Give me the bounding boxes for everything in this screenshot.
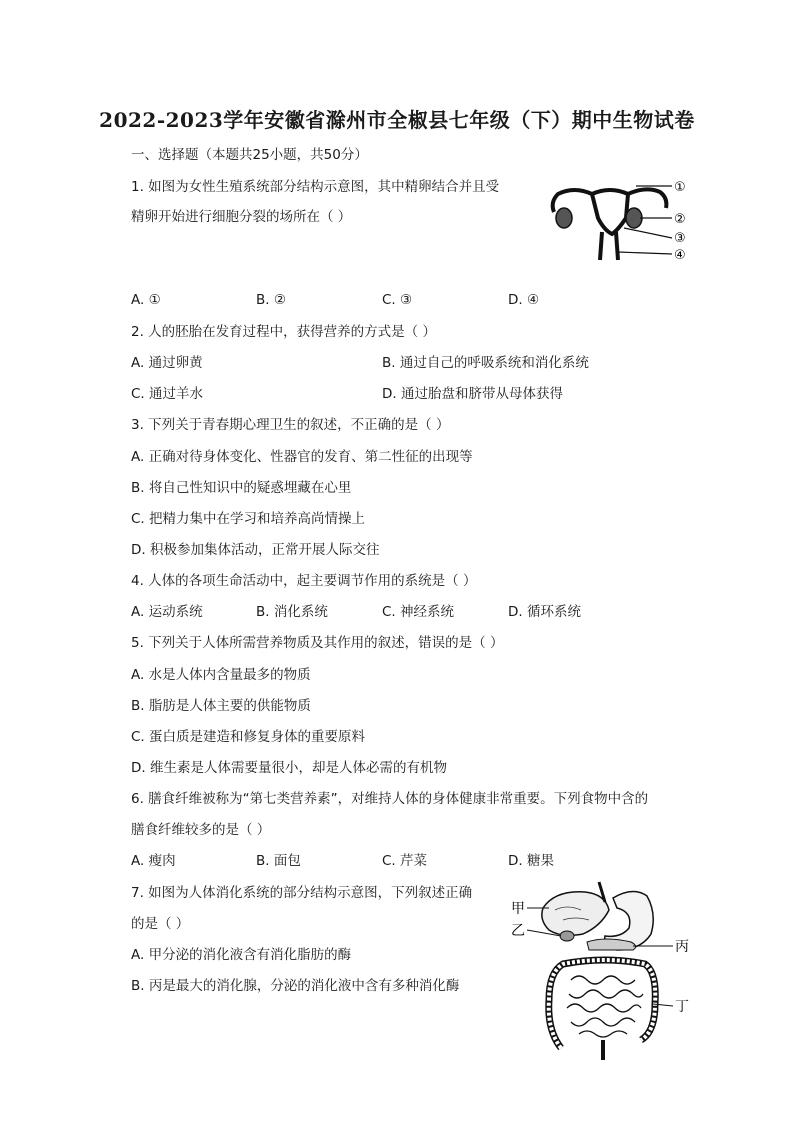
q3-option-a: A. 正确对待身体变化、性器官的发育、第二性征的出现等	[131, 449, 473, 465]
q5-option-d: D. 维生素是人体需要量很小，却是人体必需的有机物	[131, 760, 447, 776]
q6-option-a: A. 瘦肉	[131, 853, 176, 869]
small-intestine-shape	[567, 976, 643, 1037]
label-4: ④	[674, 248, 686, 263]
q7-option-a: A. 甲分泌的消化液含有消化脂肪的酶	[131, 947, 352, 963]
q3-option-d: D. 积极参加集体活动，正常开展人际交往	[131, 542, 380, 558]
q4-option-d: D. 循环系统	[508, 604, 581, 620]
q2-option-b: B. 通过自己的呼吸系统和消化系统	[382, 355, 589, 371]
right-tube	[628, 189, 666, 208]
label-2: ②	[674, 212, 686, 227]
question-2-stem: 2. 人的胚胎在发育过程中，获得营养的方式是（ ）	[131, 324, 436, 340]
liver-shape	[542, 892, 609, 936]
left-tube	[553, 190, 592, 212]
q4-option-b: B. 消化系统	[256, 604, 328, 620]
label-ding: 丁	[675, 999, 689, 1015]
section-heading: 一、选择题（本题共25小题，共50分）	[131, 147, 368, 163]
q1-option-c: C. ③	[382, 292, 413, 308]
q4-option-a: A. 运动系统	[131, 604, 203, 620]
q6-option-b: B. 面包	[256, 853, 301, 869]
q1-option-d: D. ④	[508, 292, 540, 308]
q5-option-a: A. 水是人体内含量最多的物质	[131, 667, 311, 683]
female-reproductive-system-figure	[540, 172, 700, 268]
q7-option-b: B. 丙是最大的消化腺，分泌的消化液中含有多种消化酶	[131, 978, 460, 994]
gallbladder-shape	[560, 931, 574, 941]
question-3-stem: 3. 下列关于青春期心理卫生的叙述，不正确的是（ ）	[131, 417, 450, 433]
q5-option-b: B. 脂肪是人体主要的供能物质	[131, 698, 311, 714]
label-1: ①	[674, 180, 686, 195]
q1-option-b: B. ②	[256, 292, 286, 308]
question-4-stem: 4. 人体的各项生命活动中，起主要调节作用的系统是（ ）	[131, 573, 477, 589]
question-7-stem-line2: 的是（ ）	[131, 916, 190, 932]
question-6-stem-line2: 膳食纤维较多的是（ ）	[131, 822, 271, 838]
label-yi: 乙	[511, 923, 525, 939]
q3-option-b: B. 将自己性知识中的疑惑埋藏在心里	[131, 480, 352, 496]
q2-option-a: A. 通过卵黄	[131, 355, 203, 371]
q4-option-c: C. 神经系统	[382, 604, 455, 620]
digestive-system-figure	[505, 880, 705, 1065]
right-ovary	[626, 208, 642, 228]
uterus-shape	[592, 190, 628, 234]
q2-option-d: D. 通过胎盘和脐带从母体获得	[382, 386, 563, 402]
vagina-shape	[600, 232, 618, 260]
label-bing: 丙	[675, 939, 689, 955]
label-3: ③	[674, 231, 686, 246]
q3-option-c: C. 把精力集中在学习和培养高尚情操上	[131, 511, 366, 527]
q6-option-d: D. 糖果	[508, 853, 554, 869]
q6-option-c: C. 芹菜	[382, 853, 428, 869]
q1-option-a: A. ①	[131, 292, 161, 308]
question-1-stem-line1: 1. 如图为女性生殖系统部分结构示意图，其中精卵结合并且受	[131, 179, 500, 195]
large-intestine-shape	[549, 960, 656, 1048]
label-jia: 甲	[511, 901, 525, 917]
question-1-stem-line2: 精卵开始进行细胞分裂的场所在（ ）	[131, 209, 352, 225]
question-5-stem: 5. 下列关于人体所需营养物质及其作用的叙述，错误的是（ ）	[131, 635, 504, 651]
q5-option-c: C. 蛋白质是建造和修复身体的重要原料	[131, 729, 366, 745]
question-7-stem-line1: 7. 如图为人体消化系统的部分结构示意图，下列叙述正确	[131, 885, 473, 901]
left-ovary	[556, 208, 572, 228]
q2-option-c: C. 通过羊水	[131, 386, 204, 402]
question-6-stem-line1: 6. 膳食纤维被称为“第七类营养素”，对维持人体的身体健康非常重要。下列食物中含的	[131, 791, 649, 807]
page-title: 2022-2023学年安徽省滁州市全椒县七年级（下）期中生物试卷	[99, 108, 695, 132]
